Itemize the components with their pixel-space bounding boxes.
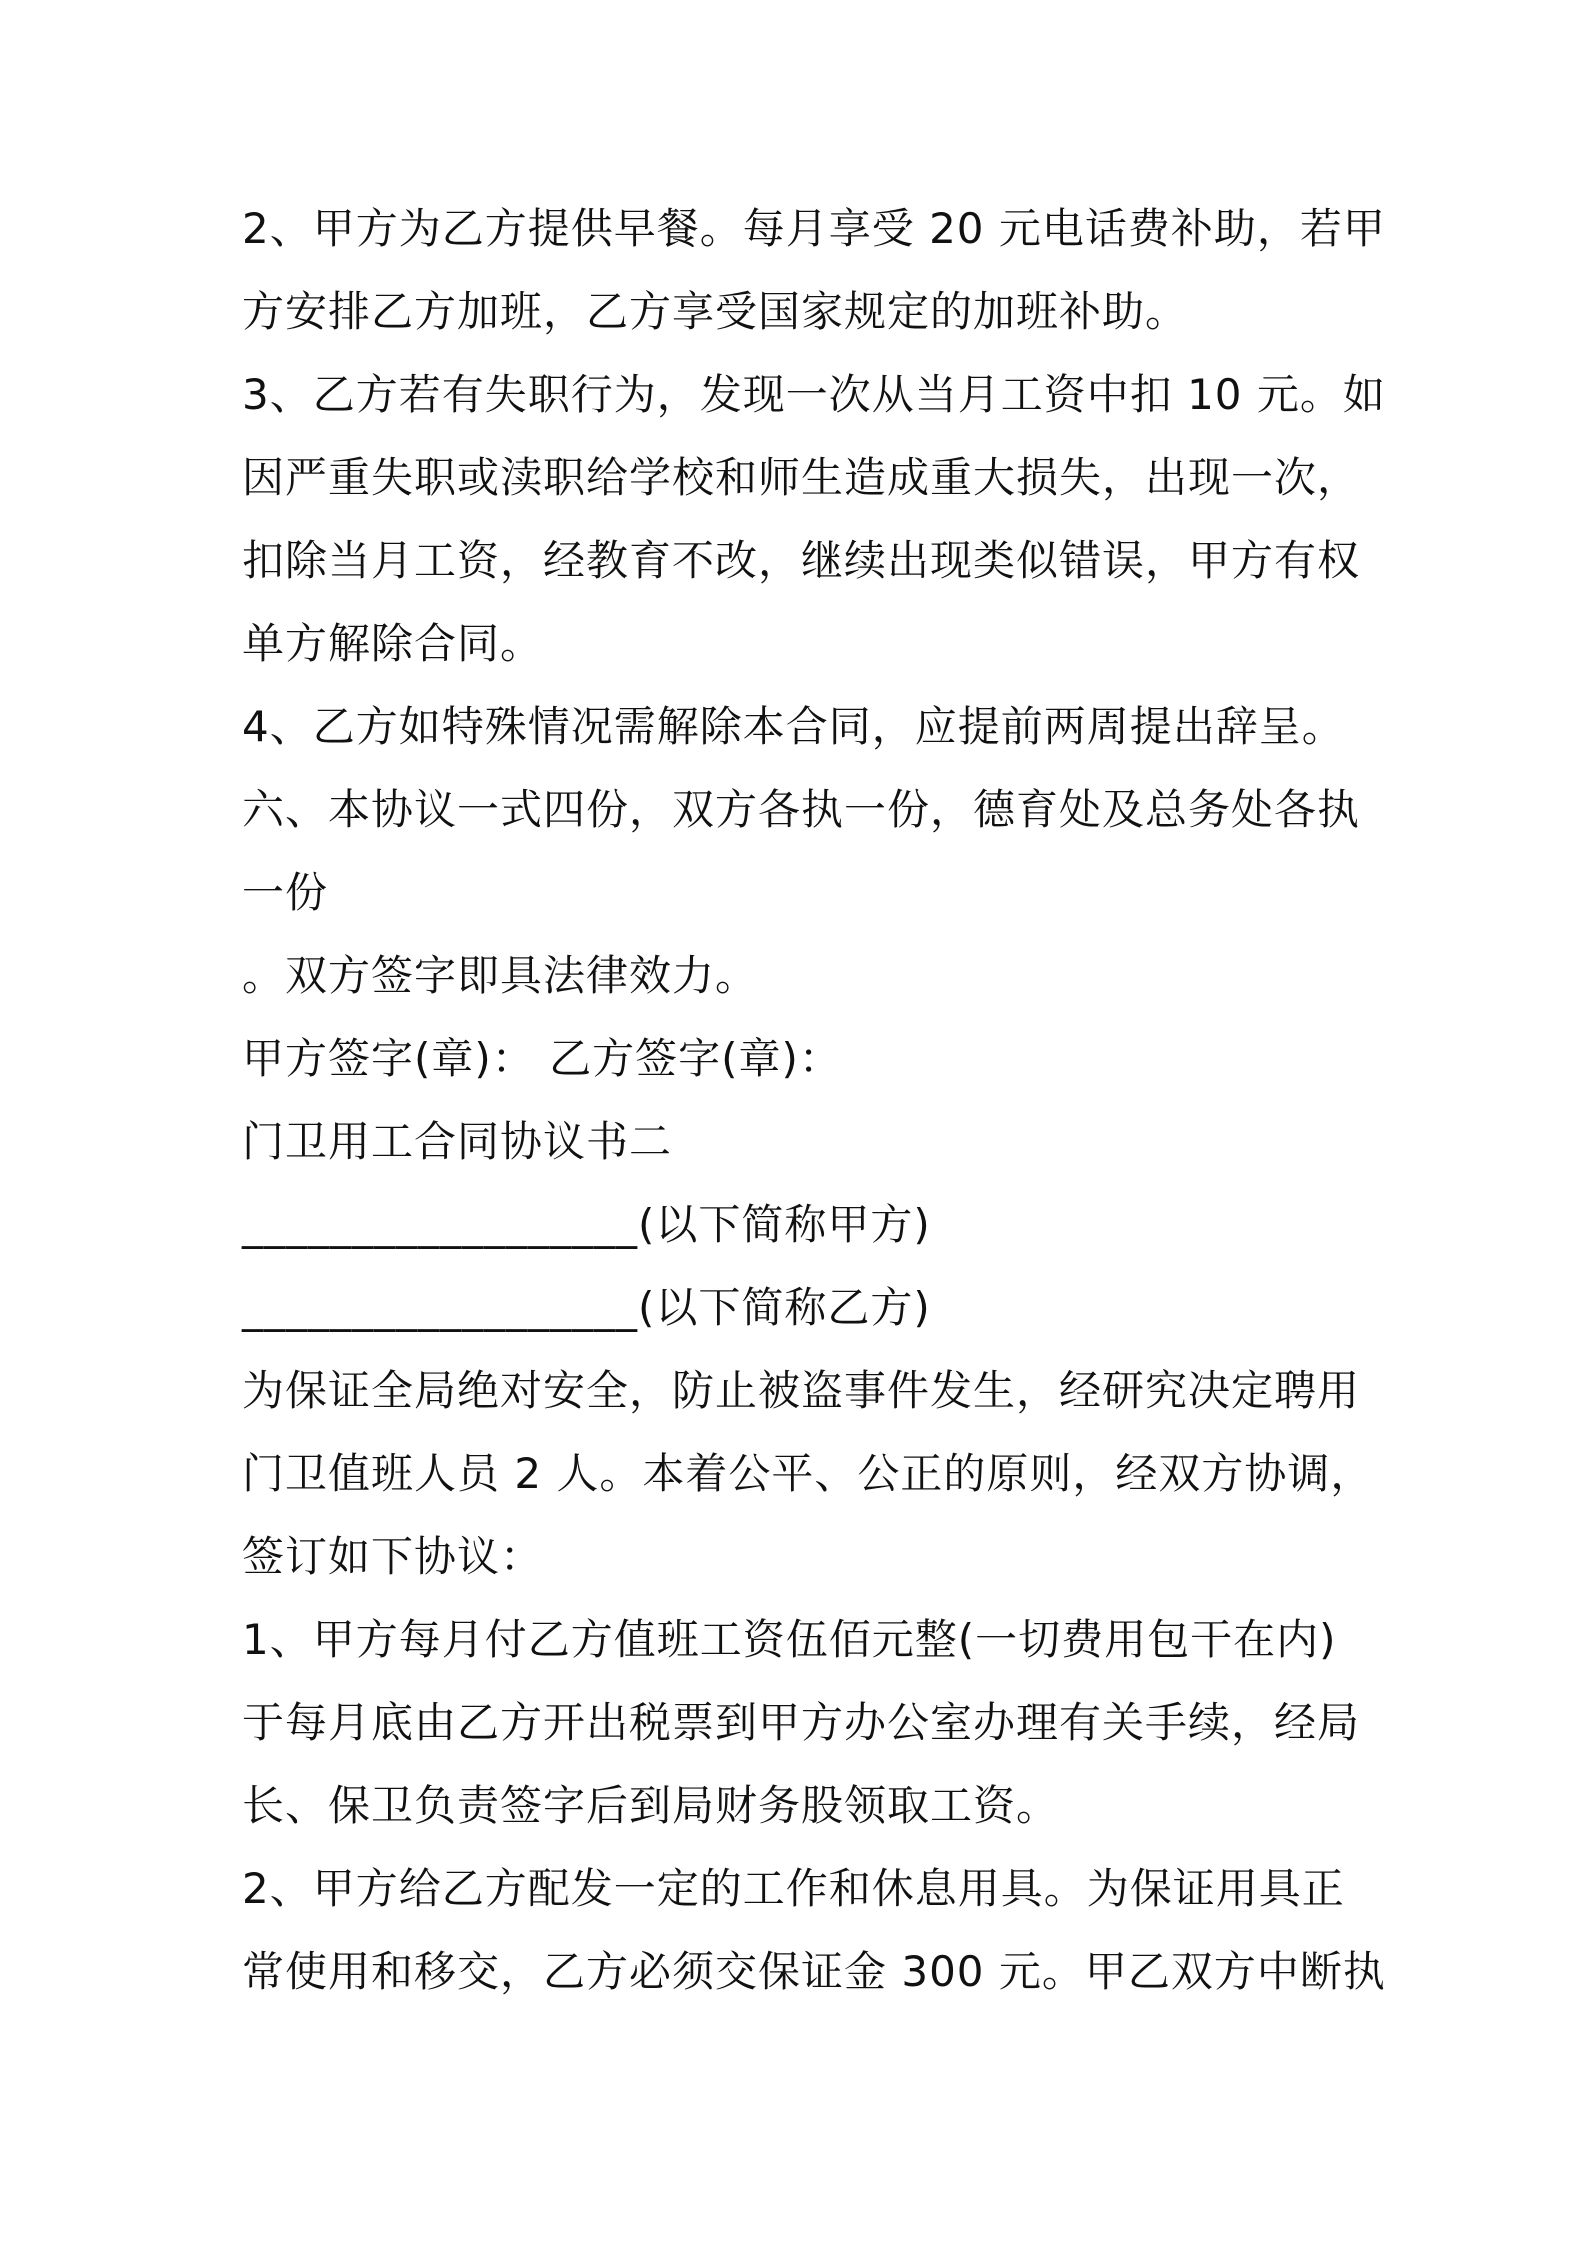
text-line: 1、甲方每月付乙方值班工资伍佰元整(一切费用包干在内) xyxy=(242,1615,1337,1664)
text-line: 签订如下协议： xyxy=(242,1532,544,1581)
party-a-line: __________________(以下简称甲方) xyxy=(242,1200,931,1249)
text-line: 2、甲方为乙方提供早餐。每月享受 20 元电话费补助，若甲 xyxy=(242,204,1386,253)
section-title: 门卫用工合同协议书二 xyxy=(242,1117,673,1166)
signature-line: 甲方签字(章)： 乙方签字(章)： xyxy=(242,1034,842,1083)
party-b-line: __________________(以下简称乙方) xyxy=(242,1283,931,1332)
text-line: 扣除当月工资，经教育不改，继续出现类似错误，甲方有权 xyxy=(242,536,1361,585)
text-line: 长、保卫负责签字后到局财务股领取工资。 xyxy=(242,1781,1060,1830)
text-line: 3、乙方若有失职行为，发现一次从当月工资中扣 10 元。如 xyxy=(242,370,1386,419)
text-line: 方安排乙方加班，乙方享受国家规定的加班补助。 xyxy=(242,287,1189,336)
text-line: 为保证全局绝对安全，防止被盗事件发生，经研究决定聘用 xyxy=(242,1366,1361,1415)
text-line: 2、甲方给乙方配发一定的工作和休息用具。为保证用具正 xyxy=(242,1864,1345,1913)
text-line: 4、乙方如特殊情况需解除本合同，应提前两周提出辞呈。 xyxy=(242,702,1345,751)
text-line: 。双方签字即具法律效力。 xyxy=(242,951,759,1000)
text-line: 一份 xyxy=(242,868,329,917)
text-line: 单方解除合同。 xyxy=(242,619,544,668)
text-line: 常使用和移交，乙方必须交保证金 300 元。甲乙双方中断执 xyxy=(242,1947,1386,1996)
text-line: 于每月底由乙方开出税票到甲方办公室办理有关手续，经局 xyxy=(242,1698,1361,1747)
text-line: 因严重失职或渎职给学校和师生造成重大损失，出现一次， xyxy=(242,453,1361,502)
text-line: 门卫值班人员 2 人。本着公平、公正的原则，经双方协调， xyxy=(242,1449,1374,1498)
text-line: 六、本协议一式四份，双方各执一份，德育处及总务处各执 xyxy=(242,785,1361,834)
